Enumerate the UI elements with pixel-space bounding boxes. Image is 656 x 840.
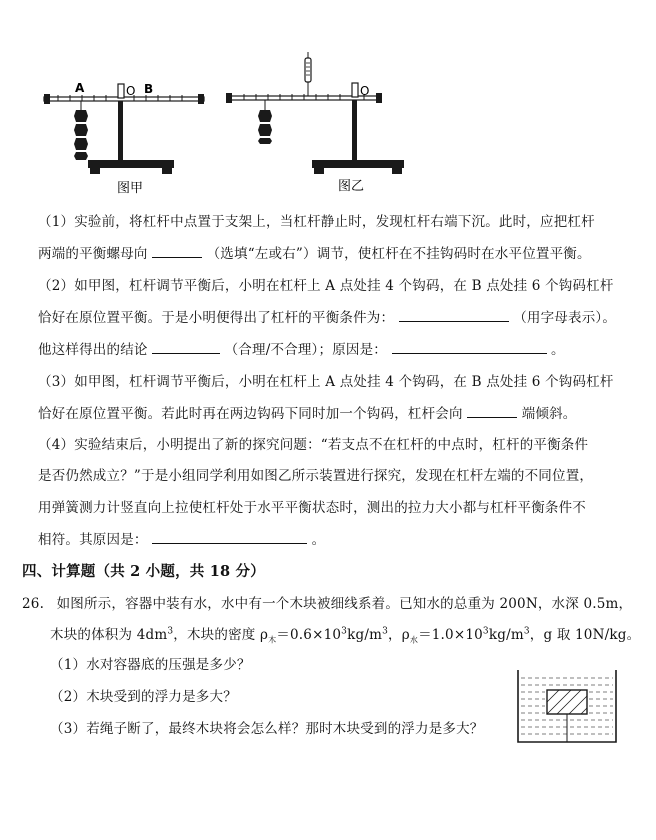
q26-number: 26. (22, 596, 45, 612)
figure-yi (226, 52, 404, 174)
q26-l2-sup2: 3 (341, 626, 348, 637)
answer-blank-q2-reasonable[interactable] (152, 339, 220, 354)
container-figure (517, 668, 617, 744)
q26-l2-p4: kg/m (347, 627, 383, 643)
figure-jia (44, 84, 204, 174)
answer-blank-q2-reason[interactable] (392, 339, 547, 354)
q26-l2-sub1: 木 (268, 635, 277, 645)
q26-sub1: （1）水对容器底的压强是多少？ (50, 657, 251, 673)
caption-jia: 图甲 (117, 181, 144, 196)
q4-line4-a: 相符。其原因是： (38, 532, 148, 548)
answer-blank-q1[interactable] (152, 243, 202, 258)
q3-line1: （3）如甲图，杠杆调节平衡后，小明在杠杆上 A 点处挂 4 个钩码，在 B 点处挂 6 个钩码杠杆 (38, 374, 614, 390)
q2-line3 (38, 339, 565, 360)
q26-l2-sub2: 水 (409, 635, 419, 645)
q26-line1-text: 如图所示，容器中装有水，水中有一个木块被细线系着。已知水的总重为 200N，水深 0.5m， (56, 596, 633, 612)
q26-l2-p7: kg/m (488, 627, 524, 643)
q26-line2 (50, 625, 640, 645)
answer-blank-q2-condition[interactable] (399, 307, 509, 322)
label-o-yi: O (360, 84, 370, 98)
label-a: A (75, 81, 85, 95)
q3-line2 (38, 403, 577, 424)
q26-l2-p2: ，木块的密度 ρ (173, 627, 269, 643)
answer-blank-q3[interactable] (467, 403, 517, 418)
q2-line2 (38, 307, 616, 328)
q2-line2-b: （用字母表示）。 (513, 310, 617, 326)
q26-l2-p1: 木块的体积为 4dm (50, 627, 168, 643)
q4-line4-b: 。 (311, 532, 326, 548)
q4-line2: 是否仍然成立？”于是小组同学利用如图乙所示装置进行探究，发现在杠杆左端的不同位置， (38, 468, 594, 484)
lever-figures (0, 0, 656, 200)
q26-l2-p6: ＝1.0×10 (418, 627, 483, 643)
q4-line4 (38, 529, 325, 550)
q26-l2-sup5: 3 (523, 626, 530, 637)
q1-line1: （1）实验前，将杠杆中点置于支架上，当杠杆静止时，发现杠杆右端下沉。此时，应把杠杆 (38, 214, 595, 230)
answer-blank-q4[interactable] (152, 529, 307, 544)
q2-line3-b: （合理/不合理）；原因是： (224, 342, 388, 358)
q26-l2-p5: ，ρ (388, 627, 410, 643)
label-o-jia: O (126, 84, 136, 98)
q26-sub2: （2）木块受到的浮力是多大？ (50, 689, 237, 705)
q1-line2-a: 两端的平衡螺母向 (38, 246, 148, 262)
q2-line3-a: 他这样得出的结论 (38, 342, 148, 358)
q26-sub3: （3）若绳子断了，最终木块将会怎么样？那时木块受到的浮力是多大？ (50, 721, 484, 737)
q2-line3-c: 。 (551, 342, 565, 358)
caption-yi: 图乙 (338, 179, 365, 194)
q3-line2-a: 恰好在原位置平衡。若此时再在两边钩码下同时加一个钩码，杠杆会向 (38, 406, 463, 422)
q26-l2-sup4: 3 (482, 626, 489, 637)
q26-l2-p8: ，g 取 10N/kg。 (529, 627, 641, 643)
q26-l2-p3: ＝0.6×10 (276, 627, 342, 643)
q26-line1 (22, 594, 632, 614)
q2-line2-a: 恰好在原位置平衡。于是小明便得出了杠杆的平衡条件为： (38, 310, 395, 326)
q1-line2 (38, 243, 591, 264)
q2-line1: （2）如甲图，杠杆调节平衡后，小明在杠杆上 A 点处挂 4 个钩码，在 B 点处挂 6 个钩码杠杆 (38, 278, 614, 294)
q4-line3: 用弹簧测力计竖直向上拉使杠杆处于水平平衡状态时，测出的拉力大小都与杠杆平衡条件不 (38, 500, 586, 516)
q3-line2-b: 端倾斜。 (521, 406, 577, 422)
q26-l2-sup1: 3 (167, 626, 174, 637)
q26-l2-sup3: 3 (382, 626, 389, 637)
q1-line2-b: （选填“左或右”）调节，使杠杆在不挂钩码时在水平位置平衡。 (206, 246, 591, 262)
section-heading: 四、计算题（共 2 小题，共 18 分） (22, 563, 265, 580)
label-b: B (144, 82, 154, 96)
q4-line1: （4）实验结束后，小明提出了新的探究问题：“若支点不在杠杆的中点时，杠杆的平衡条件 (38, 437, 589, 453)
